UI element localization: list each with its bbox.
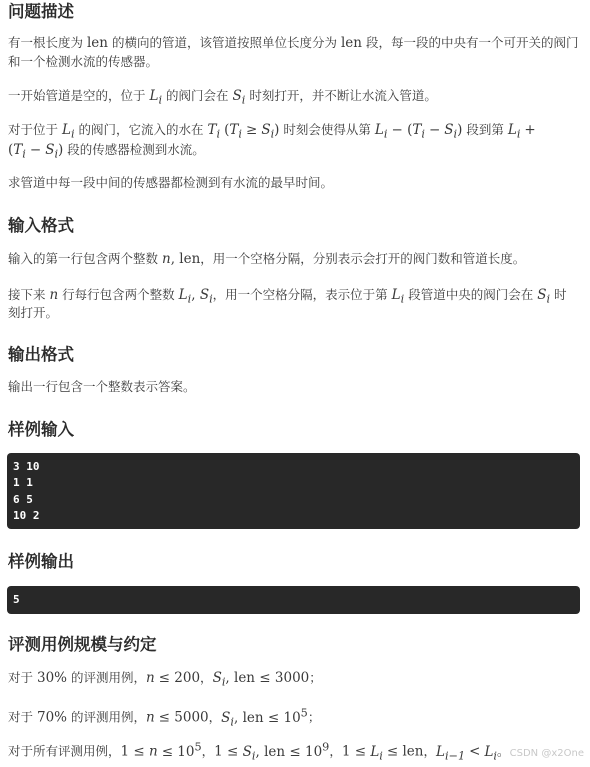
description-paragraph-4: 求管道中每一段中间的传感器都检测到有水流的最早时间。 — [8, 175, 334, 190]
output-format-paragraph: 输出一行包含一个整数表示答案。 — [8, 379, 196, 394]
input-format-paragraph-2-line-1: 接下来 n 行每行包含两个整数 $L_i$, $S_i$，用一个空格分隔，表示位于第 $L_i$ 段管道中央的阀门会在 $S_i$ 时 — [8, 287, 567, 306]
constraint-line-3: 对于所有评测用例，$1 \le n \le 10^5$，$1 \le S_i$, len ≤ $10^9$，$1 \le L_i$ ≤ len，$L_{i-1} < L_i$。 — [8, 740, 510, 763]
sample-output-code-block — [7, 586, 580, 614]
section-title-description: 问题描述 — [8, 2, 74, 21]
section-title-constraints: 评测用例规模与约定 — [8, 635, 157, 654]
sample-input-code-block — [7, 453, 580, 529]
description-paragraph-2: 一开始管道是空的，位于 $L_i$ 的阀门会在 $S_i$ 时刻打开，并不断让水流入管道。 — [8, 88, 437, 107]
description-paragraph-3-line-1: 对于位于 $L_i$ 的阀门，它流入的水在 $T_i$ $(T_i \ge S_i)$ 时刻会使得从第 $L_i - (T_i - S_i)$ 段到第 $L_i$ + — [8, 122, 536, 141]
sample-output-code: 5 — [13, 593, 20, 606]
constraint-line-2: 对于 70% 的评测用例，n ≤ 5000，$S_i$, len ≤ $10^5$； — [8, 706, 321, 729]
section-title-output-format: 输出格式 — [8, 345, 74, 364]
constraint-line-1: 对于 30% 的评测用例，n ≤ 200，$S_i$, len ≤ 3000； — [8, 670, 322, 689]
section-title-sample-output: 样例输出 — [8, 552, 74, 571]
input-format-paragraph-2-line-2: 刻打开。 — [8, 305, 59, 320]
description-paragraph-1-line-2: 和一个检测水流的传感器。 — [8, 54, 159, 69]
section-title-sample-input: 样例输入 — [8, 420, 74, 439]
input-format-paragraph-1: 输入的第一行包含两个整数 n, len，用一个空格分隔，分别表示会打开的阀门数和管道长度。 — [8, 251, 526, 267]
description-paragraph-3-line-2: $(T_i - S_i)$ 段的传感器检测到水流。 — [8, 142, 205, 161]
watermark: CSDN @x2One — [509, 748, 584, 759]
description-paragraph-1-line-1: 有一根长度为 len 的横向的管道，该管道按照单位长度分为 len 段，每一段的中央有一个可开关的阀门 — [8, 35, 579, 51]
sample-input-code: 3 10 1 1 6 5 10 2 — [13, 460, 40, 522]
section-title-input-format: 输入格式 — [8, 216, 74, 235]
